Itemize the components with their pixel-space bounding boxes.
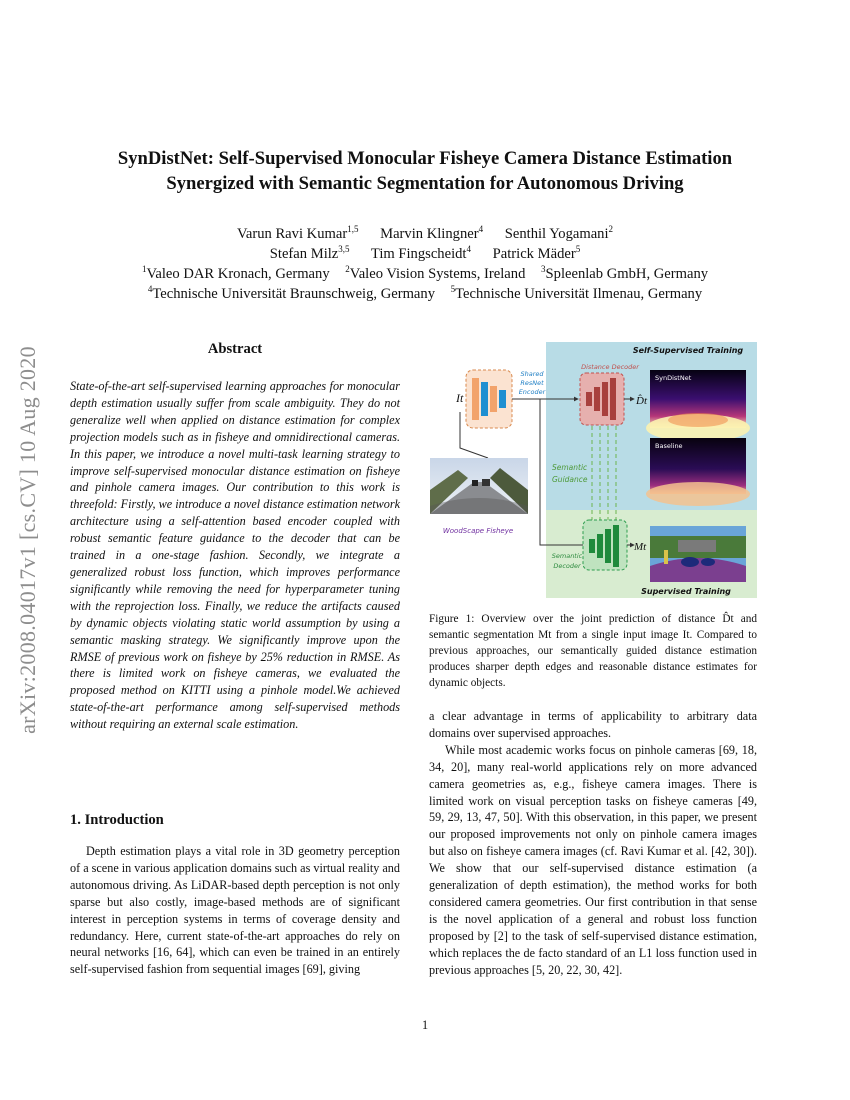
encoder-label-2: ResNet: [520, 379, 544, 387]
intro-body: [70, 843, 400, 978]
decoder-layer: [586, 392, 592, 406]
segmentation-image: [650, 526, 746, 582]
semantic-decoder-layer: [597, 534, 603, 558]
encoder-layer: [499, 390, 506, 408]
author-affiliation: 2: [608, 224, 614, 234]
title-line-2: Synergized with Semantic Segmentation for Autonomous Driving: [166, 173, 684, 194]
author-name: Senthil Yogamani: [504, 226, 609, 242]
affiliation-number: 4: [147, 284, 153, 294]
authors-block: [60, 224, 790, 304]
affiliation-name: Valeo Vision Systems, Ireland: [349, 266, 526, 282]
affiliation-name: Technische Universität Ilmenau, Germany: [455, 286, 703, 302]
authors-line-2: [60, 244, 790, 264]
right-paragraph-1: a clear advantage in terms of applicability to arbitrary data domains over supervised approaches.: [429, 709, 757, 740]
affiliation-number: 1: [141, 264, 147, 274]
semantic-guidance-label-1: Semantic: [552, 463, 588, 472]
affiliation-name: Valeo DAR Kronach, Germany: [146, 266, 330, 282]
encoder-label-3: Encoder: [518, 388, 546, 396]
arxiv-stamp-text: arXiv:2008.04017v1 [cs.CV] 10 Aug 2020: [15, 346, 40, 734]
encoder-layer: [490, 386, 497, 412]
author-affiliation: 1,5: [347, 224, 359, 234]
baseline-label: Baseline: [655, 442, 683, 450]
encoder-label-1: Shared: [520, 370, 544, 378]
intro-paragraph-1: Depth estimation plays a vital role in 3D geometry perception of a scene in various application domains such as virtual reality and autonomous driving. As LiDAR-based depth perception is not only sparse but also costly, image-based methods are of significant interest in perception systems in terms of coverage density and redundancy. Here, current state-of-the-art approaches do rely on neural networks [16, 64], which can even be trained in an entirely self-supervised fashion from sequential images [69], giving: [70, 844, 400, 977]
self-supervised-label: Self-Supervised Training: [632, 346, 744, 355]
decoder-layer: [594, 387, 600, 411]
right-paragraph-2: While most academic works focus on pinhole cameras [69, 18, 34, 20], many real-world applications rely on more advanced camera geometries as, e.g., fisheye camera images. There is limited work on visual perception tasks on fisheye cameras [49, 59, 29, 13, 47, 50]. With this observation, in this paper, we present our proposed improvements not only on pinhole camera images but also on fisheye camera images (cf. Ravi Kumar et al. [42, 30]). We show that our self-supervised distance estimation (a generalization of depth estimation), the method works for both considered camera geometries. Our first contribution in that sense is the novel application of a general and robust loss function proposed by [2] to the task of self-supervised distance estimation, which replaces the de facto standard of an L1 loss function used in previous approaches [5, 20, 22, 30, 42].: [429, 742, 757, 977]
semantic-decoder-label-1: Semantic: [551, 552, 583, 560]
affiliations-line-2: [60, 284, 790, 304]
supervised-label: Supervised Training: [641, 587, 731, 596]
encoder-layer: [481, 382, 488, 416]
author-affiliation: 4: [466, 244, 471, 254]
section-heading-introduction: 1. Introduction: [70, 812, 164, 828]
seg-symbol: Mt: [634, 541, 647, 553]
decoder-layer: [602, 382, 608, 416]
author-affiliation: 5: [575, 244, 581, 254]
semantic-decoder-layer: [589, 539, 595, 553]
affiliation-number: 5: [450, 284, 456, 294]
affiliation-name: Technische Universität Braunschweig, Germany: [152, 286, 435, 302]
decoder-layer: [610, 378, 616, 420]
affiliation-number: 3: [541, 264, 546, 274]
paper-title: [60, 146, 790, 196]
affiliation-name: Spleenlab GmbH, Germany: [545, 266, 709, 282]
abstract-heading: Abstract: [207, 341, 263, 357]
author-name: Patrick Mäder: [492, 246, 576, 262]
arxiv-stamp: [8, 290, 48, 790]
author-name: Marvin Klingner: [380, 226, 479, 242]
woodscape-input-image: [430, 458, 528, 514]
author-affiliation: 4: [478, 224, 484, 234]
author-affiliation: 3,5: [338, 244, 350, 254]
author-name: Tim Fingscheidt: [370, 246, 467, 262]
semantic-guidance-label-2: Guidance: [552, 475, 588, 484]
distance-decoder-label: Distance Decoder: [581, 363, 639, 371]
semantic-decoder-label-2: Decoder: [553, 562, 581, 570]
affiliations-line-1: [60, 264, 790, 284]
figure-1-caption: Figure 1: Overview over the joint prediction of distance D̂t and semantic segmentation Mt from a single input image It. Compared to previous approaches, our semantically guided distance estimation produces sharper depth edges and reasonable distance estimates for dynamic objects.: [429, 613, 757, 689]
authors-line-1: [60, 224, 790, 244]
right-column-body: [429, 708, 757, 979]
semantic-decoder-layer: [605, 529, 611, 563]
title-line-1: SynDistNet: Self-Supervised Monocular Fisheye Camera Distance Estimation: [117, 148, 733, 169]
author-name: Varun Ravi Kumar: [236, 226, 348, 242]
syndistnet-depth-image: [646, 370, 750, 442]
page-number: 1: [421, 1018, 429, 1032]
semantic-decoder-layer: [613, 525, 619, 567]
author-name: Stefan Milz: [269, 246, 339, 262]
abstract-text: State-of-the-art self-supervised learning approaches for monocular depth estimation usually suffer from scale ambiguity. They do not generalize well when applied on distance estimation for complex projection models such as in fisheye and omnidirectional cameras. In this paper, we introduce a novel multi-task learning strategy to improve self-supervised monocular distance estimation on fisheye and pinhole camera images. Our contribution to this work is threefold: Firstly, we introduce a novel distance estimation network architecture using a self-attention based encoder coupled with robust semantic feature guidance to the decoder that can be trained in a one-stage fashion. Secondly, we integrate a generalized robust loss function, which improves performance significantly while removing the need for hyperparameter tuning with the reprojection loss. Finally, we reduce the artifacts caused by dynamic objects violating static world assumption by using a semantic masking strategy. We significantly improve upon the RMSE of previous work on fisheye by 25% reduction in RMSE. As there is limited work on fisheye cameras, we evaluated the proposed method on KITTI using a pinhole model.We achieved state-of-the-art performance among self-supervised methods without requiring an external scale estimation.: [70, 379, 400, 732]
depth-symbol: D̂t: [636, 395, 647, 407]
encoder-layer: [472, 378, 479, 420]
affiliation-number: 2: [345, 264, 350, 274]
figure-1-diagram: [428, 340, 760, 602]
woodscape-label: WoodScape Fisheye: [442, 527, 514, 535]
input-symbol: It: [456, 391, 464, 405]
syndistnet-label: SynDistNet: [655, 374, 692, 382]
baseline-depth-image: [646, 438, 750, 506]
